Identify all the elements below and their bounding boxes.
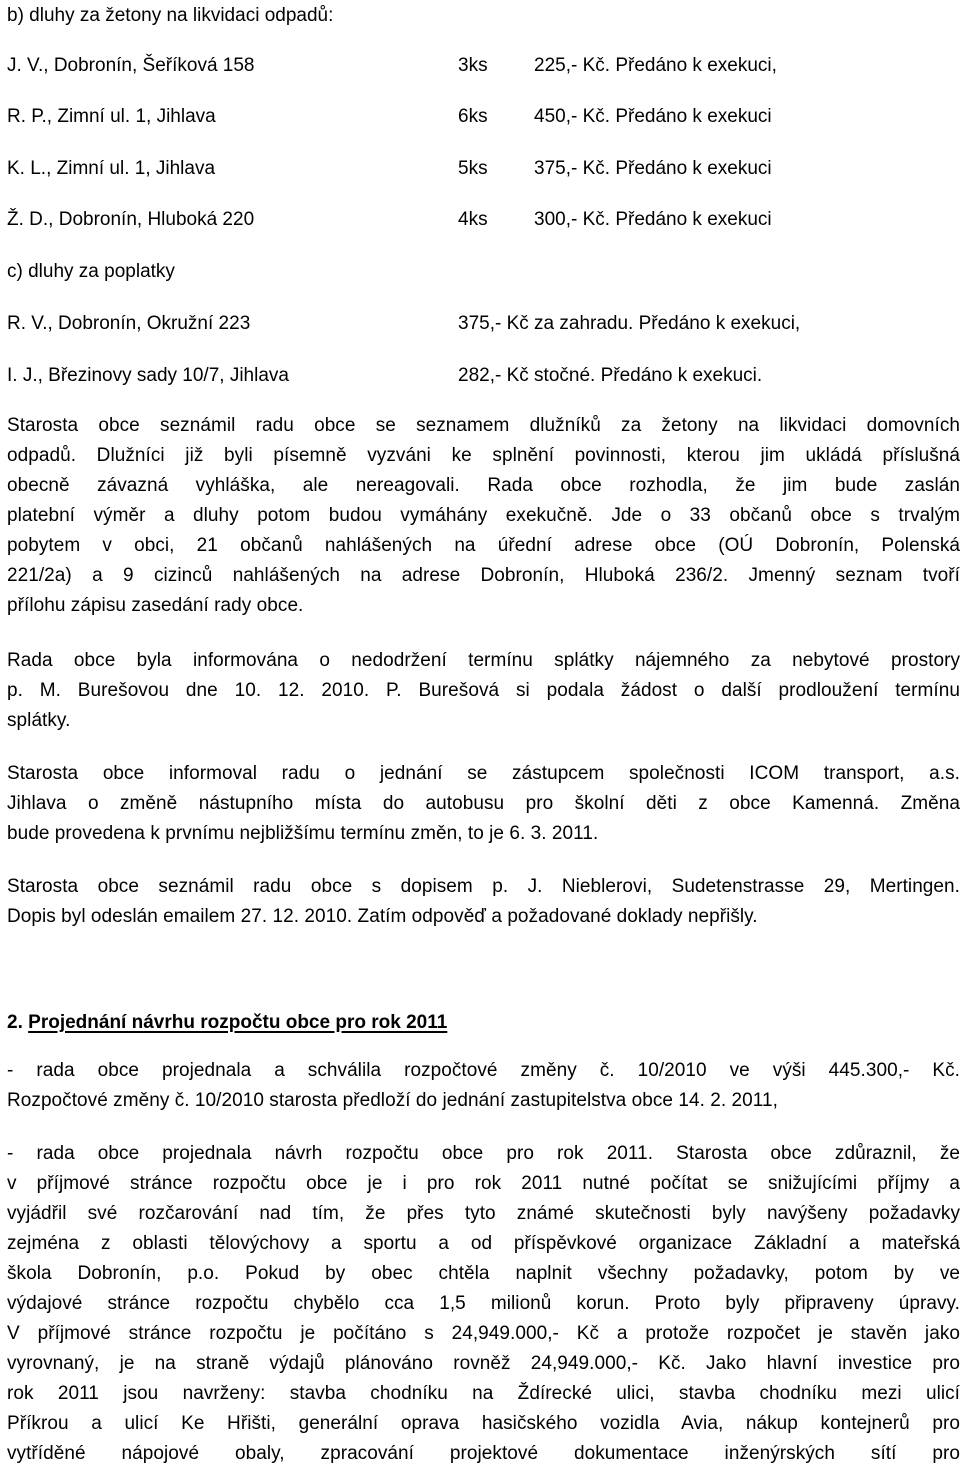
text-line: odpadů. Dlužníci již byli písemně vyzváni ke splnění povinnosti, kterou jim ukládá příslušná xyxy=(7,445,960,466)
text-line: obecně závazná vyhláška, ale nereagovali. Rada obce rozhodla, že jim bude zaslán xyxy=(7,475,960,496)
text-line: p. M. Burešovou dne 10. 12. 2010. P. Burešová si podala žádost o další prodloužení termínu xyxy=(7,680,960,701)
debtor-name: J. V., Dobronín, Šeříková 158 xyxy=(7,55,255,76)
paragraph-budget-draft xyxy=(7,1139,960,1469)
debtor-row xyxy=(7,209,960,231)
section-number: 2. xyxy=(7,1012,23,1033)
debtor-row xyxy=(7,158,960,180)
text-line: výdajové stránce rozpočtu chybělo cca 1,5 milionů korun. Proto byly připraveny úpravy. xyxy=(7,1293,960,1314)
text-line: - rada obce projednala návrh rozpočtu obce pro rok 2011. Starosta obce zdůraznil, že xyxy=(7,1143,960,1164)
section-b-heading: b) dluhy za žetony na likvidaci odpadů: xyxy=(7,5,334,26)
debtor-name: Ž. D., Dobronín, Hluboká 220 xyxy=(7,209,255,230)
debtor-quantity: 4ks xyxy=(458,209,488,230)
text-line: škola Dobronín, p.o. Pokud by obec chtěla naplnit všechny požadavky, potom by ve xyxy=(7,1263,960,1284)
debtor-row xyxy=(7,55,960,77)
text-line: bude provedena k prvnímu nejbližšímu termínu změn, to je 6. 3. 2011. xyxy=(7,823,599,844)
text-line: Starosta obce seznámil radu obce se seznamem dlužníků za žetony na likvidaci domovních xyxy=(7,415,960,436)
text-line: Dopis byl odeslán emailem 27. 12. 2010. Zatím odpověď a požadované doklady nepřišly. xyxy=(7,906,758,927)
paragraph-debtors-report xyxy=(7,411,960,621)
text-line: v příjmové stránce rozpočtu obce je i pro rok 2011 nutné počítat se snižujícími příjmy a xyxy=(7,1173,960,1194)
text-line: platební výměr a dluhy potom budou vymáhány exekučně. Jde o 33 občanů obce s trvalým xyxy=(7,505,960,526)
text-line: splátky. xyxy=(7,710,71,731)
text-line: Rada obce byla informována o nedodržení termínu splátky nájemného za nebytové prostory xyxy=(7,650,960,671)
text-line: vytříděné nápojové obaly, zpracování projektové dokumentace inženýrských sítí pro xyxy=(7,1443,960,1464)
debtor-quantity: 3ks xyxy=(458,55,488,76)
debtor-quantity: 5ks xyxy=(458,158,488,179)
debtor-amount: 375,- Kč za zahradu. Předáno k exekuci, xyxy=(458,313,801,334)
text-line: Rozpočtové změny č. 10/2010 starosta předloží do jednání zastupitelstva obce 14. 2. 2011, xyxy=(7,1090,778,1111)
debtor-quantity: 6ks xyxy=(458,106,488,127)
section-2-heading xyxy=(7,1012,447,1034)
text-line: přílohu zápisu zasedání rady obce. xyxy=(7,595,304,616)
debtor-name: R. V., Dobronín, Okružní 223 xyxy=(7,313,251,334)
debtor-name: K. L., Zimní ul. 1, Jihlava xyxy=(7,158,216,179)
debtor-name: R. P., Zimní ul. 1, Jihlava xyxy=(7,106,216,127)
debtor-row xyxy=(7,106,960,128)
section-c-heading: c) dluhy za poplatky xyxy=(7,261,175,282)
text-line: - rada obce projednala a schválila rozpočtové změny č. 10/2010 ve výši 445.300,- Kč. xyxy=(7,1060,960,1081)
debtor-amount: 375,- Kč. Předáno k exekuci xyxy=(534,158,772,179)
text-line: V příjmové stránce rozpočtu je počítáno s 24,949.000,- Kč a protože rozpočet je stavěn jako xyxy=(7,1323,960,1344)
paragraph-budget-changes xyxy=(7,1056,960,1116)
debtor-amount: 225,- Kč. Předáno k exekuci, xyxy=(534,55,777,76)
paragraph-rent-arrears xyxy=(7,646,960,736)
debtor-name: I. J., Březinovy sady 10/7, Jihlava xyxy=(7,365,289,386)
text-line: Starosta obce informoval radu o jednání se zástupcem společnosti ICOM transport, a.s. xyxy=(7,763,960,784)
section-title: Projednání návrhu rozpočtu obce pro rok 2011 xyxy=(28,1012,448,1033)
text-line: 221/2a) a 9 cizinců nahlášených na adrese Dobronín, Hluboká 236/2. Jmenný seznam tvoří xyxy=(7,565,960,586)
paragraph-letter xyxy=(7,872,960,932)
text-line: Starosta obce seznámil radu obce s dopisem p. J. Nieblerovi, Sudetenstrasse 29, Mertingen. xyxy=(7,876,960,897)
debtor-amount: 282,- Kč stočné. Předáno k exekuci. xyxy=(458,365,763,386)
paragraph-bus-stop xyxy=(7,759,960,849)
text-line: pobytem v obci, 21 občanů nahlášených na úřední adrese obce (OÚ Dobronín, Polenská xyxy=(7,535,960,556)
debtor-row xyxy=(7,313,960,335)
text-line: Příkrou a ulicí Ke Hřišti, generální oprava hasičského vozidla Avia, nákup kontejnerů pro xyxy=(7,1413,960,1434)
debtor-amount: 450,- Kč. Předáno k exekuci xyxy=(534,106,772,127)
text-line: vyrovnaný, je na straně výdajů plánováno rovněž 24,949.000,- Kč. Jako hlavní investice pro xyxy=(7,1353,960,1374)
text-line: rok 2011 jsou navrženy: stavba chodníku na Ždírecké ulici, stavba chodníku mezi ulicí xyxy=(7,1383,960,1404)
text-line: vyjádřil své rozčarování nad tím, že přes tyto známé skutečnosti byly navýšeny požadavky xyxy=(7,1203,960,1224)
text-line: zejména z oblasti tělovýchovy a sportu a od příspěvkové organizace Základní a mateřská xyxy=(7,1233,960,1254)
debtor-row xyxy=(7,365,960,387)
debtor-amount: 300,- Kč. Předáno k exekuci xyxy=(534,209,772,230)
text-line: Jihlava o změně nástupního místa do autobusu pro školní děti z obce Kamenná. Změna xyxy=(7,793,960,814)
